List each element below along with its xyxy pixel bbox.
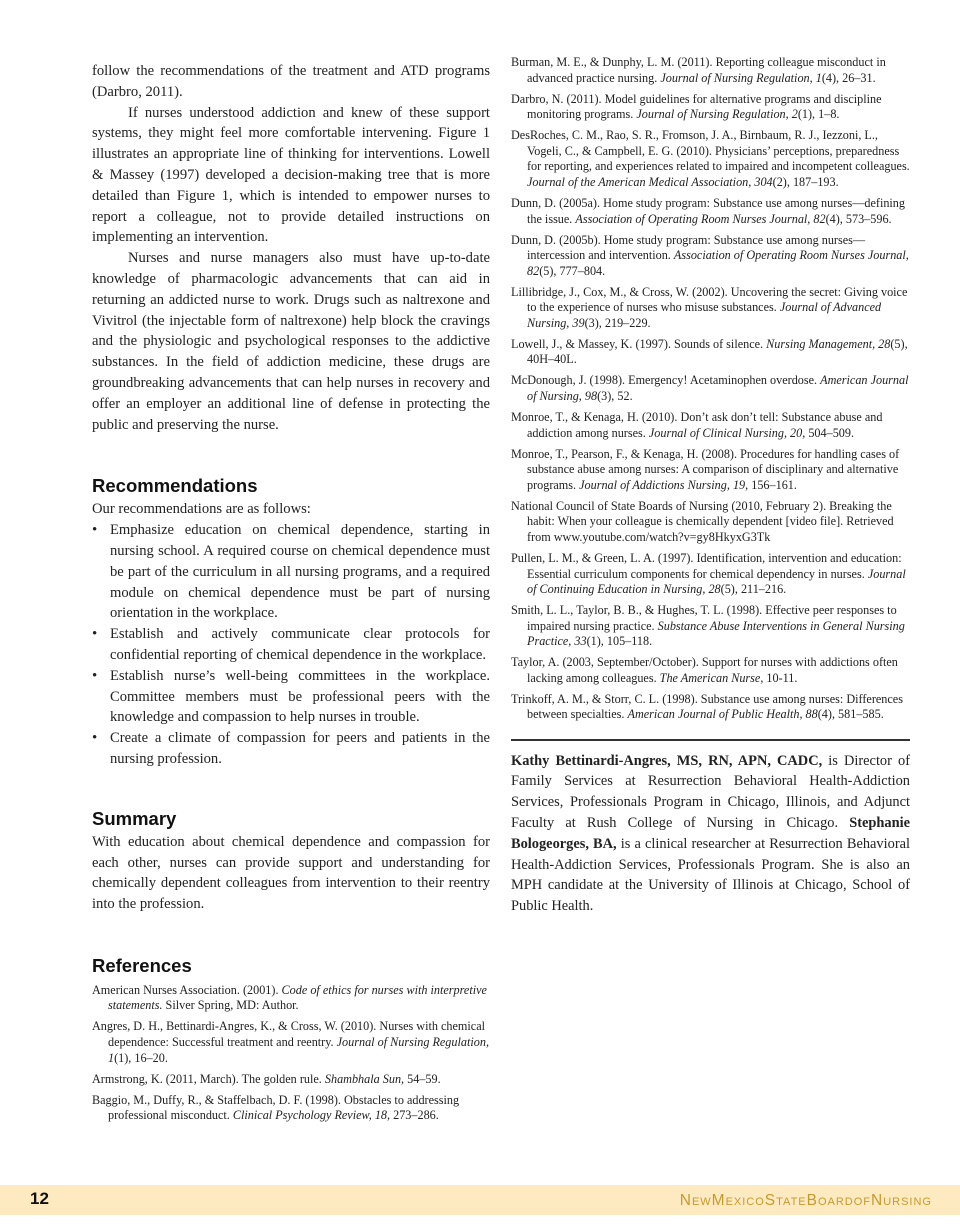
paragraph: follow the recommendations of the treatment and ATD programs (Darbro, 2011). xyxy=(92,63,490,100)
list-item: • Emphasize education on chemical dependence, starting in nursing school. A required course on chemical dependence must be part of the curriculum in all nursing programs, and a required module on chemical dependence must be part of nursing orientation in the workplace. xyxy=(92,520,490,624)
reference-item: Armstrong, K. (2011, March). The golden rule. Shambhala Sun, 54–59. xyxy=(92,1071,441,1086)
footer-brand: NewMexicoStateBoardofNursing xyxy=(679,1192,932,1209)
recommendations-heading: Recommendations xyxy=(92,475,258,497)
reference-item: McDonough, J. (1998). Emergency! Acetaminophen overdose. American Journal of Nursing, 98(3), 52. xyxy=(511,373,909,404)
reference-item: Trinkoff, A. M., & Storr, C. L. (1998). Substance use among nurses: Differences between specialties. American Journal of Public Health, 88(4), 581–585. xyxy=(511,691,903,722)
reference-item: Smith, L. L., Taylor, B. B., & Hughes, T. L. (1998). Effective peer responses to impaired nursing practice. Substance Abuse Interventions in General Nursing Practice, 33(1), 105–118. xyxy=(511,603,905,649)
reference-item: Pullen, L. M., & Green, L. A. (1997). Identification, intervention and education: Essential curriculum components for chemical dependency in nurses. Journal of Continuing Education in Nursing, 28(5), 211–216. xyxy=(511,550,906,597)
reference-item: Lillibridge, J., Cox, M., & Cross, W. (2002). Uncovering the secret: Giving voice to the experience of nurses who misuse substances. Journal of Advanced Nursing, 39(3), 219–229. xyxy=(511,284,908,330)
author-bio: Kathy Bettinardi-Angres, MS, RN, APN, CADC, is Director of Family Services at Resurrection Behavioral Health-Addiction Services, Professionals Program in Chicago, Illinois, and Adjunct Faculty at Rush College of Nursing in Chicago. Stephanie Bologeorges, BA, is a clinical researcher at Resurrection Behavioral Health-Addiction Services, Professionals Program. She is also an MPH candidate at the University of Illinois at Chicago, School of Public Health. xyxy=(511,752,911,915)
list-item: • Establish nurse’s well-being committees in the workplace. Committee members must be professional peers with the knowledge and compassion to help nurses in trouble. xyxy=(92,666,490,728)
recommendations-intro: Our recommendations are as follows: xyxy=(92,501,311,518)
summary-text: With education about chemical dependence and compassion for each other, nurses can provide support and understanding for chemically dependent colleagues from intervention to their reentry into the profession. xyxy=(92,833,490,913)
reference-item: Baggio, M., Duffy, R., & Staffelbach, D. F. (1998). Obstacles to addressing professional misconduct. Clinical Psychology Review, 18, 273–286. xyxy=(92,1092,460,1123)
summary-heading: Summary xyxy=(92,807,177,829)
reference-item: Dunn, D. (2005b). Home study program: Substance use among nurses—intercession and intervention. Association of Operating Room Nurses Journal, 82(5), 777–804. xyxy=(511,232,909,278)
author-name: Kathy Bettinardi-Angres, MS, RN, APN, CADC, xyxy=(511,752,823,769)
left-column xyxy=(92,61,490,1129)
page-number: 12 xyxy=(30,1189,49,1208)
reference-item: Dunn, D. (2005a). Home study program: Substance use among nurses—defining the issue. Association of Operating Room Nurses Journal, 82(4), 573–596. xyxy=(511,195,905,226)
reference-item: DesRoches, C. M., Rao, S. R., Fromson, J. A., Birnbaum, R. J., Iezzoni, L., Vogeli, C., & Campbell, E. G. (2010). Physicians’ perceptions, preparedness for reporting, and experiences related to impaired and incompetent colleagues. Journal of the American Medical Association, 304(2), 187–193. xyxy=(511,128,910,189)
reference-item: Monroe, T., & Kenaga, H. (2010). Don’t ask don’t tell: Substance abuse and addiction among nurses. Journal of Clinical Nursing, 20, 504–509. xyxy=(511,410,883,440)
list-item: • Establish and actively communicate clear protocols for confidential reporting of chemical dependence in the workplace. xyxy=(92,624,490,666)
references-list-right xyxy=(511,55,910,723)
right-column xyxy=(511,55,910,917)
list-item: • Create a climate of compassion for peers and patients in the nursing profession. xyxy=(92,728,490,770)
references-heading: References xyxy=(92,954,192,976)
paragraph: If nurses understood addiction and knew of these support systems, they might feel more comfortable intervening. Figure 1 illustrates an appropriate line of thinking for interventions. Lowell & Massey (1997) developed a decision-making tree that is more detailed than Figure 1, which is intended to empower nurses to report a colleague, not to provide detailed instructions on implementing an intervention. xyxy=(92,104,490,246)
intro-text xyxy=(92,61,490,435)
reference-item: Angres, D. H., Bettinardi-Angres, K., & Cross, W. (2010). Nurses with chemical dependence: Successful treatment and reentry. Journal of Nursing Regulation, 1(1), 16–20. xyxy=(92,1019,489,1065)
footer-bar xyxy=(0,1185,960,1215)
reference-item: Monroe, T., Pearson, F., & Kenaga, H. (2008). Procedures for handling cases of substance abuse among nurses: A comparison of disciplinary and alternative programs. Journal of Addictions Nursing, 19, 156–161. xyxy=(511,446,900,492)
recommendations-list xyxy=(92,520,490,770)
reference-item: Lowell, J., & Massey, K. (1997). Sounds of silence. Nursing Management, 28(5), 40H–40L. xyxy=(511,336,908,367)
reference-item: American Nurses Association. (2001). Code of ethics for nurses with interpretive statements. Silver Spring, MD: Author. xyxy=(92,982,487,1013)
divider xyxy=(511,739,910,741)
references-list-left xyxy=(92,983,490,1124)
reference-item: Burman, M. E., & Dunphy, L. M. (2011). Reporting colleague misconduct in advanced practice nursing. Journal of Nursing Regulation, 1(4), 26–31. xyxy=(511,55,886,85)
author-name: Stephanie Bologeorges, BA, xyxy=(511,814,910,852)
paragraph: Nurses and nurse managers also must have up-to-date knowledge of pharmacologic advancements that can aid in returning an addicted nurse to work. Drugs such as naltrexone and Vivitrol (the injectable form of naltrexone) help block the cravings and the physiologic and psychological responses to the addictive substances. In the field of addiction medicine, these drugs are groundbreaking advancements that can help nurses in recovery and offer an employer an additional line of defense in protecting the public and preserving the nurse. xyxy=(92,250,490,433)
reference-item: Darbro, N. (2011). Model guidelines for alternative programs and discipline monitoring programs. Journal of Nursing Regulation, 2(1), 1–8. xyxy=(511,91,882,122)
reference-item: National Council of State Boards of Nursing (2010, February 2). Breaking the habit: When your colleague is chemically dependent [video file]. Retrieved from www.youtube.com/watch?v=gy8HkyxG3Tk xyxy=(511,498,894,544)
reference-item: Taylor, A. (2003, September/October). Support for nurses with addictions often lacking among colleagues. The American Nurse, 10-11. xyxy=(511,655,898,685)
